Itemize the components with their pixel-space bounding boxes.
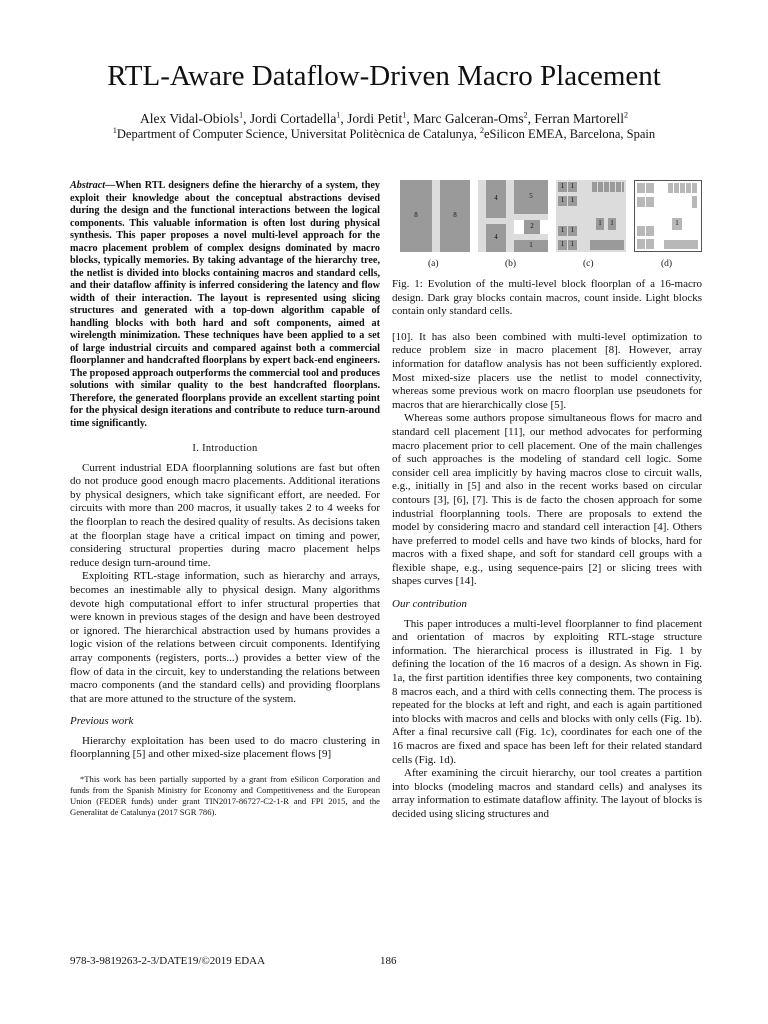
macro-block xyxy=(590,240,624,250)
intro-paragraph: Current industrial EDA floorplanning solutions are fast but often do not produce good enough macro placements. Additional iterations by physical designers, which take significant effort, are needed. For circuits with more than 200 macros, it usually takes 2 to 4 weeks for the floorplan to reach the desired quality of results. As decisions taken at the floorplan stage have a critical impact on timing and power, considering structural properties during macro placement helps reduce design turn-around time. xyxy=(70,461,380,569)
macro-block: 4 xyxy=(486,180,506,218)
macro-block: 1 xyxy=(608,218,616,230)
macro-block: 1 xyxy=(568,226,577,236)
macro xyxy=(664,240,698,249)
macro xyxy=(646,239,654,249)
figure-label-c: (c) xyxy=(583,259,594,269)
macro xyxy=(646,197,654,207)
macro xyxy=(637,226,645,236)
figure-label-a: (a) xyxy=(428,259,439,269)
macro: 1 xyxy=(672,218,682,230)
macro-block: 8 xyxy=(440,180,470,252)
macro xyxy=(637,197,645,207)
affiliation: $^1$Department of Computer Science, Universitat Politècnica de Catalunya, $^2$eSilicon EMEA, Barcelona, Spain xyxy=(112,125,656,141)
macro-block: 1 xyxy=(568,240,577,250)
figure-label-b: (b) xyxy=(505,259,517,269)
figure-1a xyxy=(400,180,470,252)
contribution-paragraph: This paper introduces a multi-level floorplanner to find placement and orientation of macros by exploiting RTL-stage structure information. The hierarchical process is illustrated in Fig. 1 by defining the location of the 16 macros of a design. As shown in Fig. 1a, the first partition identifies three key components, two containing 8 macros each, and a third with cells connecting them. The process is repeated for the blocks at left and right, and each is again partitioned into blocks with macros and cells and blocks with only cells (Fig. 1b). After a final recursive call (Fig. 1c), coordinates for each one of the 16 macros are fixed and space has been left for their related standard cells (Fig. 1d). xyxy=(392,617,702,766)
macro-block: 1 xyxy=(558,226,567,236)
macro xyxy=(637,239,645,249)
macro-block: 1 xyxy=(568,182,577,192)
left-column xyxy=(70,180,380,827)
cell-block xyxy=(478,180,486,252)
author: Marc Galceran-Oms$^2$ xyxy=(413,110,528,126)
subsection-heading-our-contribution: Our contribution xyxy=(392,598,467,611)
figure-1-caption: Fig. 1: Evolution of the multi-level block floorplan of a 16-macro design. Dark gray blocks contain macros, count inside. Light blocks contain only standard cells. xyxy=(392,278,702,318)
macro xyxy=(646,226,654,236)
contribution-paragraph: After examining the circuit hierarchy, our tool creates a partition into blocks (modeling macros and standard cells) and analyses its array information to estimate dataflow affinity. The layout of blocks is decided using slicing structures and xyxy=(392,767,702,820)
macro-block: 1 xyxy=(514,240,548,252)
body-paragraph: [10]. It has also been combined with multi-level optimization to reduce problem size in macro placement [8]. However, array information for dataflow analysis has not been sufficiently explored. Most mixed-size placers use the netlist to model connectivity, whereas some previous work on macro floorplan use pseudonets for macros that are hierarchically close [5]. xyxy=(392,330,702,411)
macro-block: 1 xyxy=(558,196,567,206)
footer-isbn: 978-3-9819263-2-3/DATE19/©2019 EDAA xyxy=(70,955,266,967)
paper-title: RTL-Aware Dataflow-Driven Macro Placement xyxy=(107,60,661,92)
footnote: *This work has been partially supported by a grant from eSilicon Corporation and funds from the Spanish Ministry for Economy and Competitiveness and the European Union (FEDER funds) under grant TIN2017-86727-C2-1-R and FPI 2015, and the Generalitat de Catalunya (2017 SGR 786). xyxy=(70,774,380,818)
macro xyxy=(674,183,679,193)
cell-block xyxy=(432,180,440,252)
cell-block xyxy=(506,180,514,252)
macro-block: 5 xyxy=(514,180,548,214)
macro xyxy=(646,183,654,193)
author-list: Alex Vidal-Obiols$^1$, Jordi Cortadella$^1$, Jordi Petit$^1$, Marc Galceran-Oms$^2$, Ferran Martorell$^2$ xyxy=(140,110,628,126)
macro-block: 1 xyxy=(558,182,567,192)
subsection-heading-previous-work: Previous work xyxy=(70,715,134,728)
previous-work-paragraph: Hierarchy exploitation has been used to do macro clustering in floorplanning [5] and other mixed-size placement flows [9] xyxy=(70,734,380,761)
figure-label-d: (d) xyxy=(661,259,673,269)
macro-block: 4 xyxy=(486,224,506,252)
figure-1 xyxy=(392,180,702,270)
section-heading-introduction: I. Introduction xyxy=(192,443,258,454)
author: Ferran Martorell$^2$ xyxy=(534,110,628,126)
macro-row-block xyxy=(592,182,624,192)
macro xyxy=(637,183,645,193)
macro-block: 1 xyxy=(596,218,604,230)
macro-block: 2 xyxy=(524,220,540,234)
intro-paragraph: Exploiting RTL-stage information, such as hierarchy and arrays, becomes an inestimable ally to physical design. Many algorithms devote high computational effort to infer structural properties that were known in previous stages of the design and have been destroyed or ignored. The hierarchical abstraction used by humans provides a logic vision of the relations between circuit components. Identifying array components (registers, ports...) provides a better view of the flow of data in the circuit, key to understanding the relations between macro components (and the standard cells) and providing floorplans that are more attuned to the structure of the system. xyxy=(70,570,380,705)
macro xyxy=(686,183,691,193)
figure-1b xyxy=(478,180,548,252)
figure-1d xyxy=(634,180,702,252)
abstract-text: —When RTL designers define the hierarchy of a system, they exploit their knowledge about the conceptual abstractions devised during the design and the functional interactions between the logical components. This valuable information is often lost during physical synthesis. This paper proposes a novel multi-level approach for the macro placement problem of complex designs dominated by macro blocks, typically memories. By taking advantage of the hierarchy tree, the netlist is divided into blocks containing macros and standard cells, and their dataflow affinity is inferred considering the latency and flow width of their interaction. The layout is represented using slicing structures and generated with a top-down algorithm capable of handling blocks with both hard and soft components, aimed at wirelength minimization. These techniques have been applied to a set of large industrial circuits and compared against both a commercial floorplanner and handcrafted floorplans by expert back-end engineers. The proposed approach outperforms the commercial tool and produces solutions with similar quality to the best handcrafted floorplans. Therefore, the generated floorplans provide an excellent starting point for the physical design iterations and contribute to reduce turn-around time significantly. xyxy=(70,180,380,429)
macro-block: 1 xyxy=(568,196,577,206)
macro xyxy=(668,183,673,193)
author: Alex Vidal-Obiols$^1$ xyxy=(140,110,244,126)
abstract xyxy=(70,180,380,430)
abstract-label: Abstract xyxy=(70,180,106,191)
macro-block: 1 xyxy=(558,240,567,250)
macro-block: 8 xyxy=(400,180,432,252)
page-number: 186 xyxy=(380,955,397,967)
macro xyxy=(692,183,697,193)
body-paragraph: Whereas some authors propose simultaneous flows for macro and standard cell placement [11], our method advocates for performing macro placement prior to cell placement. One of the main challenges of such approaches is the modeling of standard cell logic. Some consider cell area implicitly by having macros close to circuit walls, e.g., initially in [5] and also in the recent works based on circular contours [3], [6], [7]. This is de facto the chosen approach for some industrial floorplanning tools. There are proposals to extend the model by considering macro and standard cell interaction [4]. Others have preferred to model cells and have two kinds of blocks, hard for macros with a fixed shape, and soft for standard cell groups with a flexible shape, e.g., using sequence-pairs [2] or slicing trees with shapes curves [14]. xyxy=(392,412,702,588)
figure-1c xyxy=(556,180,626,252)
right-column xyxy=(392,180,702,822)
author: Jordi Cortadella$^1$ xyxy=(249,110,341,126)
macro xyxy=(692,196,697,208)
author: Jordi Petit$^1$ xyxy=(347,110,407,126)
macro xyxy=(680,183,685,193)
